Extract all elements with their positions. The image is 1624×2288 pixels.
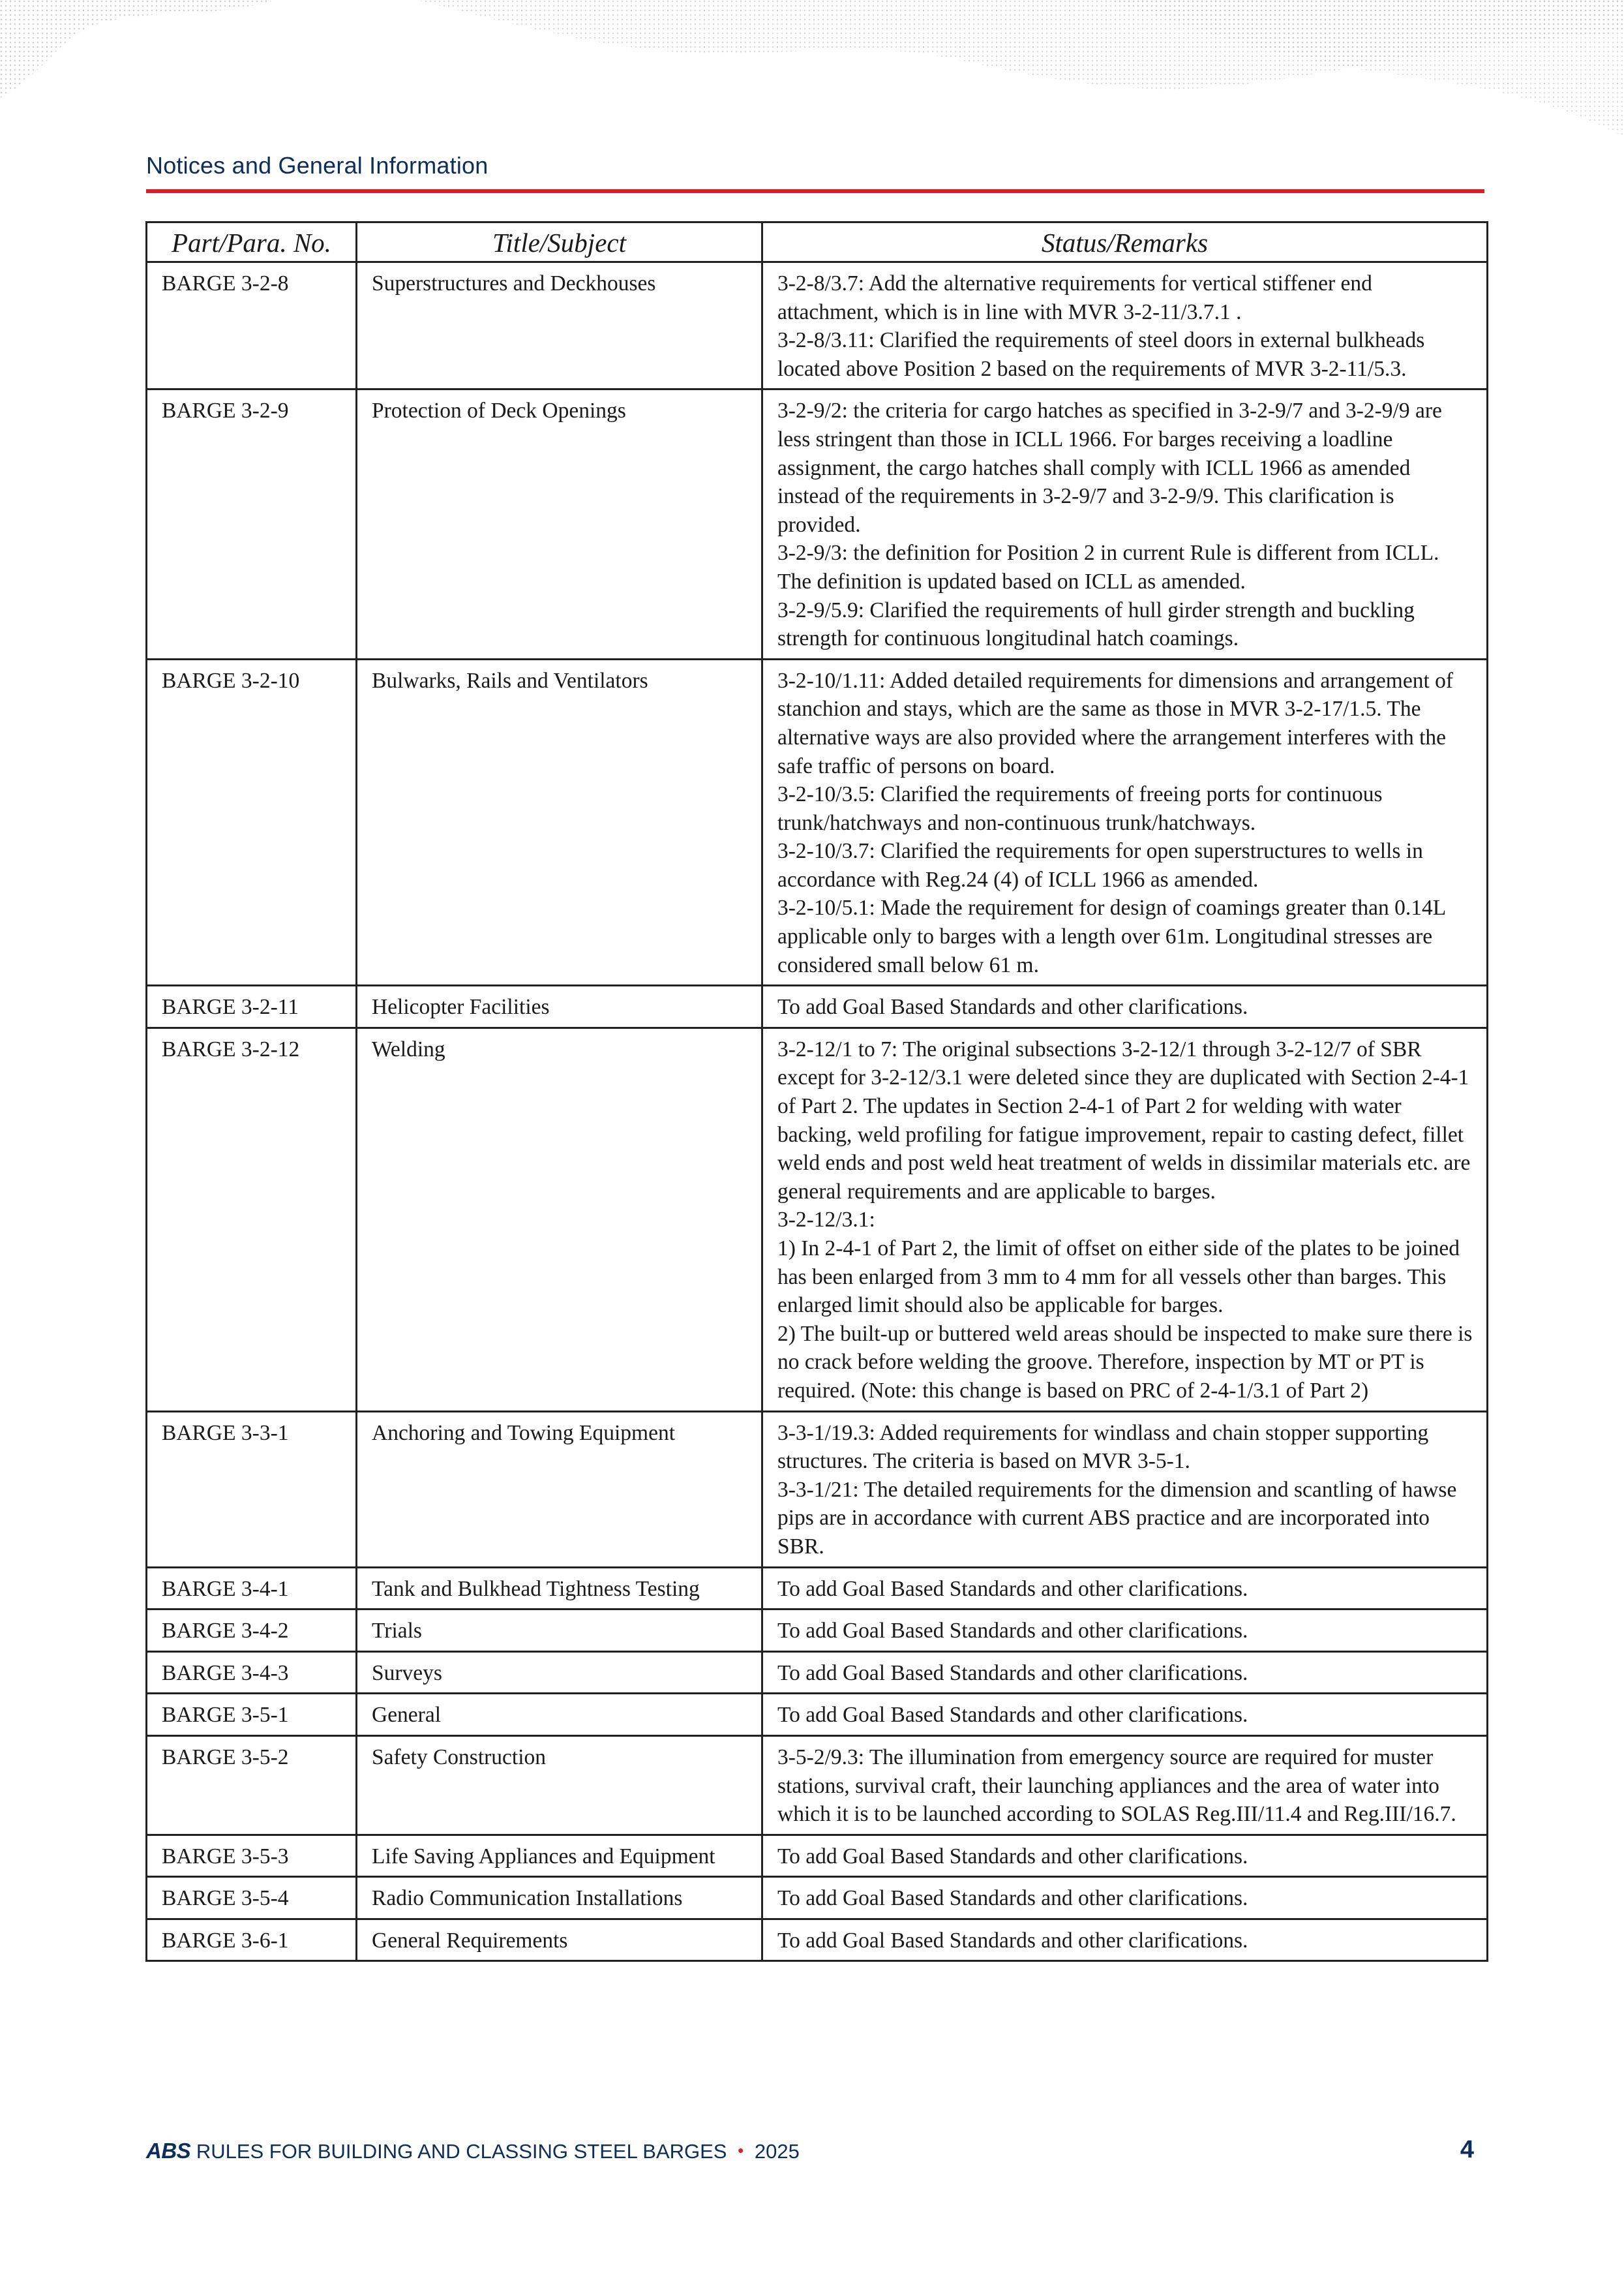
remark-line: 3-2-12/3.1: xyxy=(777,1208,875,1232)
remark-line: 3-3-1/19.3: Added requirements for windlass and chain stopper supporting structures. The criteria is based on MVR 3-5-1. xyxy=(777,1420,1429,1474)
remark-line: 3-3-1/21: The detailed requirements for the dimension and scantling of hawse pips are in accordance with current ABS practice and are incorporated into SBR. xyxy=(777,1477,1457,1559)
table-row xyxy=(147,1877,1488,1919)
remark-line: 3-2-8/3.11: Clarified the requirements of steel doors in external bulkheads located above Position 2 based on the requirements of MVR 3-2-11/5.3. xyxy=(777,328,1425,381)
remark-line: 3-2-9/2: the criteria for cargo hatches as specified in 3-2-9/7 and 3-2-9/9 are less stringent than those in ICLL 1966. For barges receiving a loadline assignment, the cargo hatches shall comply with ICLL 1966 as amended instead of the requirements in 3-2-9/7 and 3-2-9/9. This clarification is provided. xyxy=(777,399,1442,537)
remark-line: To add Goal Based Standards and other clarifications. xyxy=(777,1619,1248,1643)
cell-remarks xyxy=(762,986,1488,1028)
cell-title: Trials xyxy=(357,1609,762,1652)
remark-line: To add Goal Based Standards and other clarifications. xyxy=(777,1886,1248,1911)
table-row xyxy=(147,1735,1488,1835)
heading-divider xyxy=(146,189,1484,193)
table-row xyxy=(147,1835,1488,1877)
remark-line: To add Goal Based Standards and other clarifications. xyxy=(777,1703,1248,1728)
column-header-part: Part/Para. No. xyxy=(147,222,357,262)
cell-part: BARGE 3-3-1 xyxy=(147,1411,357,1567)
cell-remarks xyxy=(762,389,1488,659)
cell-part: BARGE 3-2-9 xyxy=(147,389,357,659)
cell-title: Tank and Bulkhead Tightness Testing xyxy=(357,1567,762,1609)
remark-line: 3-2-12/1 to 7: The original subsections 3-2-12/1 through 3-2-12/7 of SBR except for 3-2-12/3.1 were deleted since they are duplicated with Section 2-4-1 of Part 2. The updates in Section 2-4-1 of Part 2 for welding with water backing, weld profiling for fatigue improvement, repair to casting defect, fillet weld ends and post weld heat treatment of welds in dissimilar materials etc. are general requirements and are applicable to barges. xyxy=(777,1037,1471,1204)
remark-line: 3-2-8/3.7: Add the alternative requirements for vertical stiffener end attachment, which is in line with MVR 3-2-11/3.7.1 . xyxy=(777,271,1372,324)
abs-logo: ABS xyxy=(146,2139,191,2163)
footer-separator: • xyxy=(738,2141,744,2160)
cell-title: Life Saving Appliances and Equipment xyxy=(357,1835,762,1877)
remark-line: 3-5-2/9.3: The illumination from emergency source are required for muster stations, survival craft, their launching appliances and the area of water into which it is to be launched according to SOLAS Reg.III/11.4 and Reg.III/16.7. xyxy=(777,1745,1456,1827)
remark-line: 3-2-10/3.5: Clarified the requirements of freeing ports for continuous trunk/hatchways and non-continuous trunk/hatchways. xyxy=(777,782,1383,835)
remark-line: 1) In 2-4-1 of Part 2, the limit of offset on either side of the plates to be joined has been enlarged from 3 mm to 4 mm for all vessels other than barges. This enlarged limit should also be applicable for barges. xyxy=(777,1236,1460,1318)
remark-line: To add Goal Based Standards and other clarifications. xyxy=(777,1928,1248,1953)
table-row xyxy=(147,389,1488,659)
cell-part: BARGE 3-5-3 xyxy=(147,1835,357,1877)
table-row xyxy=(147,659,1488,986)
cell-part: BARGE 3-2-10 xyxy=(147,659,357,986)
cell-remarks xyxy=(762,1609,1488,1652)
cell-remarks xyxy=(762,1028,1488,1411)
table-row xyxy=(147,1609,1488,1652)
table-row xyxy=(147,1694,1488,1736)
cell-title: Superstructures and Deckhouses xyxy=(357,262,762,389)
cell-part: BARGE 3-2-8 xyxy=(147,262,357,389)
cell-part: BARGE 3-5-2 xyxy=(147,1735,357,1835)
table-row xyxy=(147,262,1488,389)
remark-line: 3-2-9/3: the definition for Position 2 in current Rule is different from ICLL. The definition is updated based on ICLL as amended. xyxy=(777,541,1439,594)
footer-document-title: RULES FOR BUILDING AND CLASSING STEEL BARGES xyxy=(196,2140,727,2163)
page-footer xyxy=(146,2139,800,2163)
cell-part: BARGE 3-2-11 xyxy=(147,986,357,1028)
cell-remarks xyxy=(762,1835,1488,1877)
table-row xyxy=(147,1651,1488,1694)
notices-table-container xyxy=(145,221,1486,1962)
cell-part: BARGE 3-5-1 xyxy=(147,1694,357,1736)
cell-remarks xyxy=(762,1919,1488,1961)
remark-line: To add Goal Based Standards and other clarifications. xyxy=(777,1844,1248,1869)
cell-part: BARGE 3-5-4 xyxy=(147,1877,357,1919)
cell-title: Bulwarks, Rails and Ventilators xyxy=(357,659,762,986)
cell-title: Anchoring and Towing Equipment xyxy=(357,1411,762,1567)
cell-title: General Requirements xyxy=(357,1919,762,1961)
header-wave-decoration xyxy=(0,0,1624,170)
column-header-title: Title/Subject xyxy=(357,222,762,262)
cell-title: General xyxy=(357,1694,762,1736)
remark-line: 3-2-10/5.1: Made the requirement for design of coamings greater than 0.14L applicable only to barges with a length over 61m. Longitudinal stresses are considered small below 61 m. xyxy=(777,896,1445,977)
cell-part: BARGE 3-4-1 xyxy=(147,1567,357,1609)
table-header-row xyxy=(147,222,1488,262)
remark-line: 3-2-10/3.7: Clarified the requirements for open superstructures to wells in accordance with Reg.24 (4) of ICLL 1966 as amended. xyxy=(777,839,1423,892)
remark-line: To add Goal Based Standards and other clarifications. xyxy=(777,1660,1248,1685)
remark-line: 3-2-10/1.11: Added detailed requirements for dimensions and arrangement of stanchion and stays, which are the same as those in MVR 3-2-17/1.5. The alternative ways are also provided where the arrangement interferes with the safe traffic of persons on board. xyxy=(777,668,1454,778)
section-heading: Notices and General Information xyxy=(146,152,489,179)
cell-part: BARGE 3-6-1 xyxy=(147,1919,357,1961)
cell-title: Protection of Deck Openings xyxy=(357,389,762,659)
column-header-remarks: Status/Remarks xyxy=(762,222,1488,262)
cell-part: BARGE 3-4-2 xyxy=(147,1609,357,1652)
page-number: 4 xyxy=(1460,2136,1474,2163)
cell-remarks xyxy=(762,1411,1488,1567)
cell-title: Surveys xyxy=(357,1651,762,1694)
table-row xyxy=(147,1919,1488,1961)
cell-remarks xyxy=(762,262,1488,389)
notices-table xyxy=(145,221,1488,1962)
cell-part: BARGE 3-4-3 xyxy=(147,1651,357,1694)
cell-title: Radio Communication Installations xyxy=(357,1877,762,1919)
cell-part: BARGE 3-2-12 xyxy=(147,1028,357,1411)
table-row xyxy=(147,1567,1488,1609)
table-row xyxy=(147,1028,1488,1411)
table-row xyxy=(147,1411,1488,1567)
remark-line: 2) The built-up or buttered weld areas should be inspected to make sure there is no crack before welding the groove. Therefore, inspection by MT or PT is required. (Note: this change is based on PRC of 2-4-1/3.1 of Part 2) xyxy=(777,1321,1473,1403)
cell-remarks xyxy=(762,1735,1488,1835)
remark-line: To add Goal Based Standards and other clarifications. xyxy=(777,1576,1248,1601)
remark-line: 3-2-9/5.9: Clarified the requirements of hull girder strength and buckling strength for continuous longitudinal hatch coamings. xyxy=(777,598,1415,651)
footer-year: 2025 xyxy=(754,2140,800,2163)
cell-remarks xyxy=(762,659,1488,986)
cell-remarks xyxy=(762,1651,1488,1694)
cell-title: Welding xyxy=(357,1028,762,1411)
cell-remarks xyxy=(762,1567,1488,1609)
remark-line: To add Goal Based Standards and other clarifications. xyxy=(777,995,1248,1020)
cell-remarks xyxy=(762,1694,1488,1736)
cell-title: Safety Construction xyxy=(357,1735,762,1835)
cell-remarks xyxy=(762,1877,1488,1919)
table-row xyxy=(147,986,1488,1028)
cell-title: Helicopter Facilities xyxy=(357,986,762,1028)
